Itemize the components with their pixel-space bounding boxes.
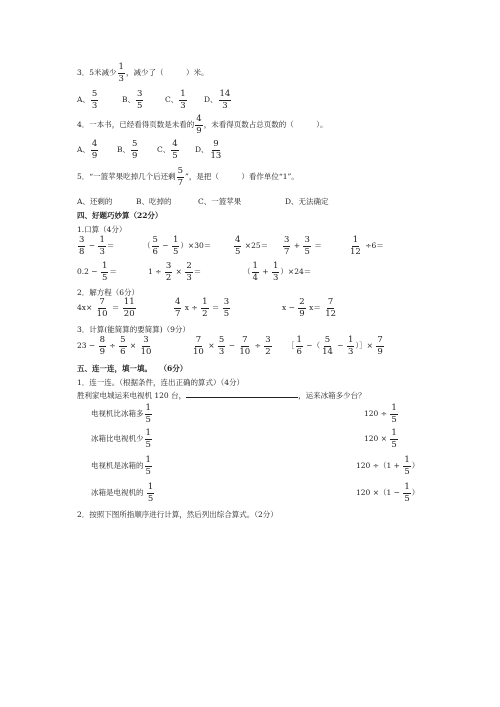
fraction-numerator: 5 bbox=[152, 235, 158, 245]
fraction-denominator: 5 bbox=[145, 439, 151, 450]
math-text: 120 ×（1 − bbox=[356, 488, 403, 497]
fraction bbox=[264, 336, 271, 356]
fraction-denominator: 5 bbox=[404, 466, 410, 477]
math-text: 电视机是冰箱的 bbox=[91, 461, 144, 470]
math-text: 23 − bbox=[77, 341, 98, 350]
fraction-numerator: 1 bbox=[202, 297, 208, 307]
math-text: 电视机比冰箱多 bbox=[91, 409, 144, 418]
math-text: ＝ bbox=[106, 241, 115, 250]
fraction-numerator: 1 bbox=[145, 428, 151, 438]
fraction-denominator: 2 bbox=[265, 346, 271, 357]
fraction-numerator: 1 bbox=[391, 403, 397, 413]
math-text: x ÷ bbox=[182, 303, 201, 312]
calc-3 bbox=[287, 336, 385, 356]
question-4-option-c: C、 $\frac{4}{5}$ bbox=[157, 139, 178, 161]
math-text: ÷ bbox=[107, 341, 119, 350]
fraction bbox=[147, 483, 154, 503]
flow-calc-instruction: 2．按照下图所指顺序进行计算，然后列出综合算式。（2分） bbox=[77, 510, 278, 519]
question-4-fraction: $\frac{4}{9}$ bbox=[196, 114, 202, 136]
fraction-denominator: 9 bbox=[99, 346, 106, 357]
question-4-option-a: A、 $\frac{4}{9}$ bbox=[77, 139, 98, 161]
fraction-numerator: 7 bbox=[195, 335, 202, 345]
fraction-numerator: 1 bbox=[145, 403, 151, 413]
math-text: − bbox=[334, 341, 346, 350]
fraction-numerator: 4 bbox=[235, 235, 241, 245]
fraction-numerator: 1 bbox=[347, 335, 354, 345]
question-3-option-d: D、 $\frac{14}{3}$ bbox=[204, 89, 231, 111]
fraction-denominator: 20 bbox=[123, 308, 135, 319]
math-text: 1 ÷ bbox=[148, 267, 164, 276]
math-text: （ bbox=[143, 241, 151, 250]
calc-title: 3．计算(能简算的要简算)（9分） bbox=[77, 325, 190, 334]
condition-answer-blank[interactable] bbox=[186, 397, 298, 398]
fraction-denominator: 10 bbox=[193, 346, 204, 357]
math-text: ）×30＝ bbox=[180, 241, 212, 250]
fraction-denominator: 5 bbox=[101, 272, 108, 283]
fraction-numerator: 3 bbox=[284, 235, 290, 245]
question-5-stem-end: ”，是把（ ）看作单位“1”。 bbox=[185, 172, 299, 181]
fraction bbox=[376, 336, 383, 356]
fraction bbox=[303, 236, 310, 256]
math-text: 0.2 − bbox=[77, 267, 100, 276]
fraction bbox=[403, 456, 410, 476]
fraction-denominator: 10 bbox=[140, 346, 152, 357]
math-text: 冰箱是电视机的 bbox=[91, 488, 146, 497]
fraction-numerator: 5 bbox=[120, 335, 126, 345]
fraction-denominator: 6 bbox=[296, 346, 302, 357]
fraction-numerator: 5 bbox=[324, 335, 331, 345]
math-text: x＝ bbox=[306, 303, 324, 312]
question-3 bbox=[77, 63, 208, 83]
math-text: + bbox=[291, 241, 303, 250]
fraction-numerator: 1 bbox=[147, 482, 154, 492]
fraction-denominator: 2 bbox=[202, 308, 208, 319]
fraction-denominator: 5 bbox=[145, 466, 151, 477]
fraction-denominator: 9 bbox=[377, 346, 383, 357]
fraction-denominator: 5 bbox=[147, 493, 154, 504]
math-text: ［ bbox=[287, 341, 295, 350]
fraction-numerator: 1 bbox=[352, 235, 359, 245]
fraction-numerator: 1 bbox=[404, 482, 410, 492]
question-5 bbox=[77, 167, 299, 187]
fraction bbox=[185, 262, 192, 282]
equation-3 bbox=[282, 298, 338, 318]
fraction-denominator: 5 bbox=[223, 308, 230, 319]
math-text: ＝ bbox=[109, 303, 122, 312]
fraction-denominator: 14 bbox=[322, 346, 333, 357]
question-5-option-c: C、一篮苹果 bbox=[198, 197, 242, 206]
math-text: 4x× bbox=[77, 303, 95, 312]
fraction-denominator: 3 bbox=[186, 272, 192, 283]
fraction-numerator: 1 bbox=[404, 455, 410, 465]
fraction-denominator: 6 bbox=[120, 346, 126, 357]
question-3-fraction: $\frac{1}{3}$ bbox=[118, 62, 124, 84]
fraction-numerator: 5 bbox=[218, 335, 225, 345]
fraction bbox=[123, 298, 136, 318]
math-text: ）×24＝ bbox=[280, 267, 312, 276]
question-5-option-b: B、吃掉的 bbox=[136, 197, 172, 206]
calc-2 bbox=[191, 336, 273, 356]
question-3-option-b: B、 $\frac{3}{5}$ bbox=[122, 89, 143, 111]
question-5-fraction: $\frac{5}{7}$ bbox=[177, 166, 184, 188]
fraction-denominator: 5 bbox=[172, 246, 179, 257]
math-text: −（ bbox=[303, 341, 321, 350]
math-text: 冰箱比电视机少 bbox=[91, 434, 144, 443]
question-5-option-d: D、无法确定 bbox=[285, 197, 329, 206]
fraction-denominator: 6 bbox=[152, 246, 158, 257]
fraction bbox=[390, 404, 397, 424]
fraction bbox=[234, 236, 241, 256]
fraction-denominator: 9 bbox=[299, 308, 305, 319]
fraction bbox=[298, 298, 305, 318]
math-text: 120 × bbox=[364, 434, 390, 443]
fraction-denominator: 8 bbox=[79, 246, 85, 257]
fraction bbox=[152, 236, 159, 256]
fraction bbox=[145, 456, 152, 476]
fraction-numerator: 3 bbox=[79, 235, 85, 245]
question-4 bbox=[77, 115, 327, 135]
math-text: 120 ÷（1 + bbox=[356, 461, 403, 470]
fraction bbox=[172, 236, 179, 256]
math-text: − bbox=[226, 341, 238, 350]
fraction bbox=[145, 404, 152, 424]
fraction bbox=[283, 236, 290, 256]
fraction-numerator: 1 bbox=[272, 261, 279, 271]
fraction-numerator: 2 bbox=[186, 261, 192, 271]
oral-calc-2 bbox=[143, 236, 211, 256]
fraction-denominator: 5 bbox=[391, 414, 397, 425]
fraction bbox=[272, 262, 279, 282]
fraction-denominator: 12 bbox=[350, 246, 361, 257]
question-4-stem: 4．一本书，已经看得页数是未看的 bbox=[77, 120, 195, 129]
equation-1 bbox=[77, 298, 137, 318]
math-text: ×25＝ bbox=[242, 241, 269, 250]
fraction bbox=[101, 262, 108, 282]
fraction bbox=[218, 336, 225, 356]
fraction bbox=[321, 336, 334, 356]
fraction-numerator: 1 bbox=[391, 428, 397, 438]
math-text: ＝ bbox=[193, 267, 202, 276]
math-text: （ bbox=[243, 267, 251, 276]
fraction-numerator: 3 bbox=[223, 297, 230, 307]
question-4-stem-end: ，未看得页数占总页数的（ ）。 bbox=[203, 120, 328, 129]
fraction-numerator: 1 bbox=[172, 235, 179, 245]
matching-problem: 胜利家电城运来电视机 120 台， ，运来冰箱多少台？ bbox=[77, 391, 366, 400]
fraction-numerator: 3 bbox=[165, 261, 172, 271]
fraction bbox=[223, 298, 230, 318]
oral-calc-3 bbox=[233, 236, 268, 256]
fraction bbox=[252, 262, 259, 282]
math-text: ＝ bbox=[209, 303, 222, 312]
expression-1[interactable] bbox=[364, 404, 399, 424]
fraction-denominator: 3 bbox=[272, 272, 279, 283]
fraction bbox=[145, 429, 152, 449]
math-text: × bbox=[173, 267, 185, 276]
fraction bbox=[296, 336, 303, 356]
math-text: x − bbox=[282, 303, 298, 312]
fraction-denominator: 3 bbox=[99, 246, 105, 257]
fraction bbox=[98, 236, 105, 256]
fraction-denominator: 3 bbox=[347, 346, 354, 357]
math-text: ） bbox=[411, 488, 420, 497]
fraction-numerator: 1 bbox=[252, 261, 258, 271]
fraction-numerator: 3 bbox=[265, 335, 271, 345]
fraction-numerator: 2 bbox=[299, 297, 305, 307]
oral-calc-5 bbox=[348, 236, 384, 256]
math-text: 120 ÷ bbox=[364, 409, 390, 418]
fraction bbox=[165, 262, 172, 282]
fraction-numerator: 3 bbox=[304, 235, 310, 245]
fraction bbox=[140, 336, 153, 356]
math-text: × bbox=[127, 341, 139, 350]
fraction-numerator: 1 bbox=[101, 261, 108, 271]
math-text: ÷6＝ bbox=[362, 241, 384, 250]
expression-2[interactable] bbox=[364, 429, 399, 449]
fraction-denominator: 5 bbox=[304, 246, 310, 257]
fraction bbox=[390, 429, 397, 449]
fraction-denominator: 3 bbox=[218, 346, 225, 357]
math-text: − bbox=[86, 241, 98, 250]
question-3-option-a: A、 $\frac{5}{3}$ bbox=[77, 89, 98, 111]
oral-calc-6 bbox=[77, 262, 117, 282]
oral-calc-7 bbox=[148, 262, 201, 282]
oral-calc-4 bbox=[282, 236, 322, 256]
question-4-option-d: D、 $\frac{9}{13}$ bbox=[195, 139, 222, 161]
condition-3[interactable] bbox=[91, 456, 153, 476]
fraction-denominator: 10 bbox=[96, 308, 108, 319]
fraction-numerator: 1 bbox=[296, 335, 302, 345]
expression-3[interactable] bbox=[356, 456, 419, 476]
fraction bbox=[99, 336, 106, 356]
fraction-numerator: 11 bbox=[123, 297, 135, 307]
section-5-title: 五、连一连，填一填。 （6分） bbox=[77, 364, 188, 373]
question-3-stem: 3．5米减少 bbox=[77, 68, 117, 77]
condition-1[interactable] bbox=[91, 404, 153, 424]
condition-2[interactable] bbox=[91, 429, 153, 449]
fraction bbox=[238, 336, 251, 356]
question-3-stem-end: ，减少了（ ）米。 bbox=[125, 68, 209, 77]
math-text: ） bbox=[411, 461, 420, 470]
question-5-stem: 5．“一篮苹果吃掉几个后还剩 bbox=[77, 172, 176, 181]
fraction-denominator: 5 bbox=[391, 439, 397, 450]
fraction-numerator: 1 bbox=[99, 235, 105, 245]
fraction bbox=[403, 483, 410, 503]
fraction bbox=[192, 336, 205, 356]
fraction-denominator: 12 bbox=[325, 308, 337, 319]
question-3-option-c: C、 $\frac{1}{3}$ bbox=[165, 89, 186, 111]
fraction-numerator: 7 bbox=[327, 297, 334, 307]
fraction bbox=[347, 336, 354, 356]
fraction-numerator: 7 bbox=[99, 297, 105, 307]
fraction-numerator: 1 bbox=[145, 455, 151, 465]
expression-4[interactable] bbox=[356, 483, 419, 503]
equation-2 bbox=[173, 298, 231, 318]
math-text: × bbox=[205, 341, 217, 350]
fraction bbox=[201, 298, 208, 318]
question-4-option-b: B、 $\frac{5}{9}$ bbox=[117, 139, 138, 161]
fraction bbox=[96, 298, 109, 318]
math-text: − bbox=[159, 241, 171, 250]
fraction-denominator: 4 bbox=[252, 272, 258, 283]
fraction-numerator: 7 bbox=[242, 335, 248, 345]
fraction-denominator: 7 bbox=[284, 246, 290, 257]
section-4-title: 四、好题巧妙算（22分） bbox=[77, 211, 163, 220]
oral-calc-8 bbox=[243, 262, 311, 282]
fraction-numerator: 4 bbox=[175, 297, 181, 307]
fraction bbox=[349, 236, 362, 256]
math-text: ＝ bbox=[311, 241, 322, 250]
fraction-denominator: 2 bbox=[165, 272, 172, 283]
math-text: + bbox=[259, 267, 271, 276]
math-text: ＝ bbox=[109, 267, 117, 276]
math-text: ）］× bbox=[355, 341, 376, 350]
fraction bbox=[78, 236, 85, 256]
fraction-denominator: 5 bbox=[404, 493, 410, 504]
equation-title: 2．解方程（6分） bbox=[77, 288, 140, 297]
calc-1 bbox=[77, 336, 153, 356]
oral-calc-title: 1.口算（4分） bbox=[77, 225, 127, 234]
fraction-denominator: 5 bbox=[145, 414, 151, 425]
question-5-option-a: A、还剩的 bbox=[77, 197, 113, 206]
fraction-numerator: 7 bbox=[377, 335, 383, 345]
oral-calc-1 bbox=[77, 236, 114, 256]
math-text: ÷ bbox=[252, 341, 264, 350]
condition-4[interactable] bbox=[91, 483, 155, 503]
fraction bbox=[119, 336, 126, 356]
fraction-denominator: 7 bbox=[175, 308, 181, 319]
fraction-denominator: 10 bbox=[239, 346, 251, 357]
matching-instruction: 1．连一连。（根据条件，连出正确的算式）（4分） bbox=[77, 378, 245, 387]
fraction-numerator: 8 bbox=[99, 335, 106, 345]
fraction bbox=[174, 298, 181, 318]
fraction bbox=[324, 298, 337, 318]
fraction-denominator: 5 bbox=[235, 246, 241, 257]
fraction-numerator: 3 bbox=[143, 335, 149, 345]
